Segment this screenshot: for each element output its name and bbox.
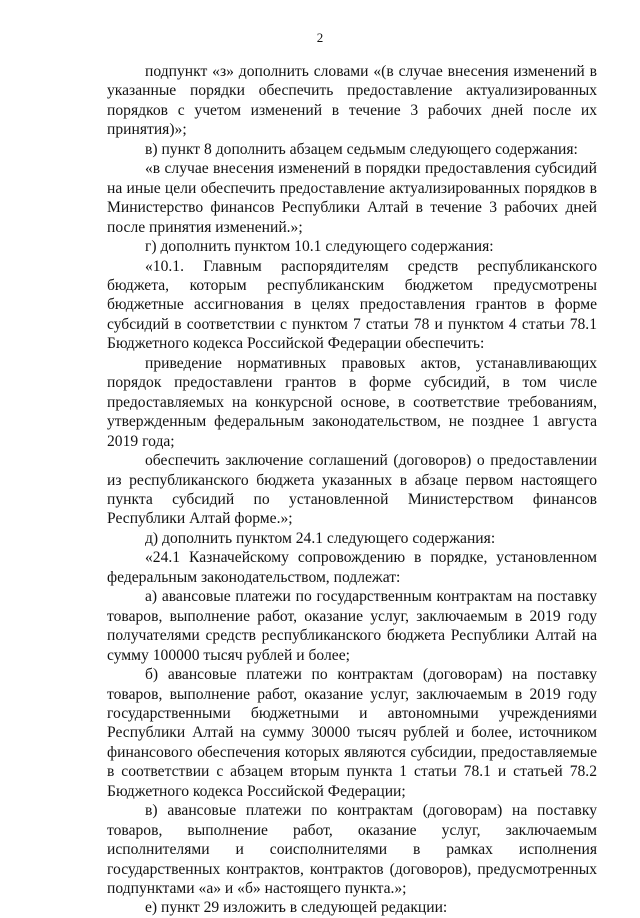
paragraph: приведение нормативных правовых актов, устанавливающих порядок предоставлени грантов в форме субсидий, в том числе предоставляемых на конкурсной основе, в соответствие требованиям, утвержденным федеральным законодательством, не позднее 1 августа 2019 года; [107, 354, 597, 450]
paragraph: «10.1. Главным распорядителям средств республиканского бюджета, которым республиканским бюджетом предусмотрены бюджетные ассигнования в целях предоставления грантов в форме субсидий в соответствии с пунктом 7 статьи 78 и пунктом 4 статьи 78.1 Бюджетного кодекса Российской Федерации обеспечить: [107, 257, 597, 353]
paragraph: а) авансовые платежи по государственным контрактам на поставку товаров, выполнение работ, оказание услуг, заключаемым в 2019 году получателями средств республиканского бюджета Республики Алтай на сумму 100000 тысяч рублей и более; [107, 588, 597, 664]
paragraph: подпункт «з» дополнить словами «(в случае внесения изменений в указанные порядки обеспечить предоставление актуализированных порядков с учетом изменений в течение 3 рабочих дней после их принятия)»; [107, 63, 597, 139]
paragraph: в) пункт 8 дополнить абзацем седьмым следующего содержания: [145, 140, 578, 158]
page-number: 2 [316, 30, 324, 45]
paragraph: «24.1 Казначейскому сопровождению в порядке, установленном федеральным законодательством, подлежат: [107, 549, 597, 586]
paragraph: д) дополнить пунктом 24.1 следующего содержания: [145, 529, 496, 547]
paragraph: б) авансовые платежи по контрактам (договорам) на поставку товаров, выполнение работ, оказание услуг, заключаемым в 2019 году государственными бюджетными и автономными учреждениями Республики Алтай на сумму 30000 тысяч рублей и более, источником финансового обеспечения которых являются субсидии, предоставляемые в соответствии с абзацем вторым пункта 1 статьи 78.1 и статьей 78.2 Бюджетного кодекса Российской Федерации; [107, 666, 597, 800]
document-body [107, 62, 597, 918]
paragraph: е) пункт 29 изложить в следующей редакции: [145, 899, 448, 917]
paragraph: г) дополнить пунктом 10.1 следующего содержания: [145, 238, 494, 256]
paragraph: обеспечить заключение соглашений (договоров) о предоставлении из республиканского бюджета указанных в абзаце первом настоящего пункта субсидий по установленной Министерством финансов Республики Алтай форме.»; [107, 452, 597, 528]
paragraph: «в случае внесения изменений в порядки предоставления субсидий на иные цели обеспечить предоставление актуализированных порядков в Министерство финансов Республики Алтай в течение 3 рабочих дней после принятия изменений.»; [107, 160, 597, 236]
paragraph: в) авансовые платежи по контрактам (договорам) на поставку товаров, выполнение работ, оказание услуг, заключаемым исполнителями и соисполнителями в рамках исполнения государственных контрактов, контрактов (договоров), предусмотренных подпунктами «а» и «б» настоящего пункта.»; [107, 802, 597, 898]
